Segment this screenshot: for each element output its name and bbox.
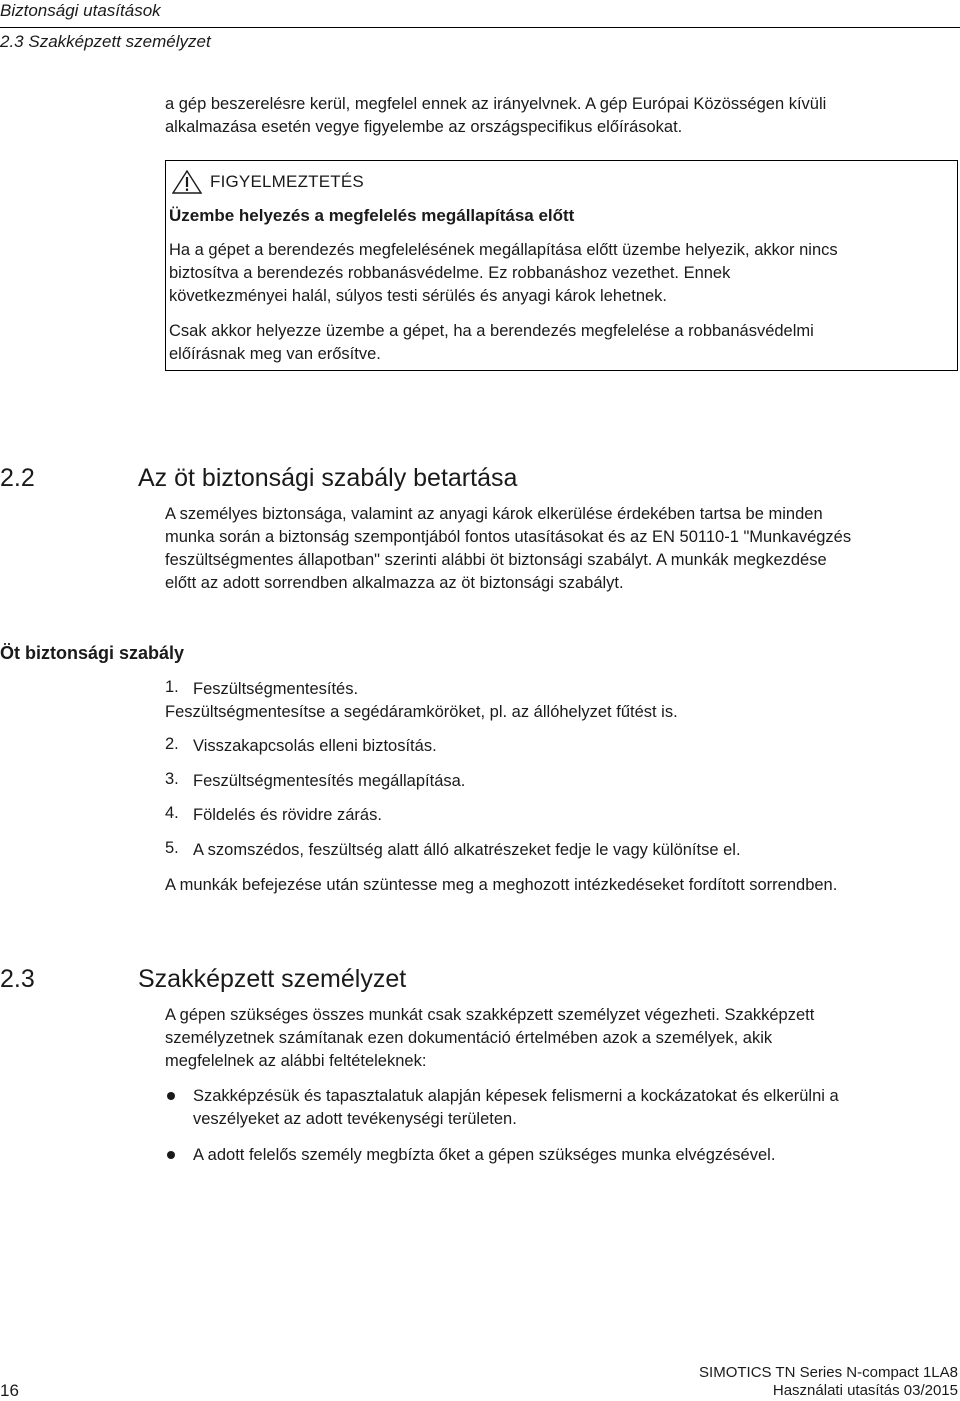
paragraph-line: A gépen szükséges összes munkát csak szakképzett személyzet végezheti. Szakképzett xyxy=(165,1006,815,1024)
running-header-chapter: Biztonsági utasítások xyxy=(0,1,161,20)
bullet-item xyxy=(193,1085,953,1131)
footer-product: SIMOTICS TN Series N-compact 1LA8 xyxy=(699,1364,958,1381)
paragraph-line: munka során a biztonság szempontjából fontos utasításokat és az EN 50110-1 "Munkavégzés xyxy=(165,528,852,546)
rule-number: 3. xyxy=(165,770,179,788)
paragraph-line: személyzetnek számítanak ezen dokumentáció értelmében azok a személyek, akik xyxy=(165,1029,773,1047)
paragraph-line: megfelelnek az alábbi feltételeknek: xyxy=(165,1052,427,1070)
bullet-line: veszélyeket az adott tevékenységi területen. xyxy=(193,1110,517,1128)
rule-text: A szomszédos, feszültség alatt álló alkatrészeket fedje le vagy különítse el. xyxy=(193,841,741,859)
warning-title: FIGYELMEZTETÉS xyxy=(210,172,364,191)
closing-paragraph: A munkák befejezése után szüntesse meg a meghozott intézkedéseket fordított sorrendben. xyxy=(165,876,838,894)
paragraph-line: A személyes biztonsága, valamint az anyagi károk elkerülése érdekében tartsa be minden xyxy=(165,505,823,523)
rule-text: Visszakapcsolás elleni biztosítás. xyxy=(193,737,437,755)
side-heading: Öt biztonsági szabály xyxy=(0,643,185,663)
rule-number: 4. xyxy=(165,804,179,822)
section-paragraph xyxy=(165,503,960,595)
bullet-item xyxy=(193,1144,953,1167)
intro-paragraph xyxy=(165,93,960,139)
rule-text xyxy=(193,678,953,701)
paragraph-line: feszültségmentes állapotban" szerinti alábbi öt biztonsági szabályt. A munkák megkezdése xyxy=(165,551,827,569)
section-paragraph xyxy=(165,1004,960,1073)
rule-detail: Feszültségmentesítse a segédáramköröket, pl. az állóhelyzet fűtést is. xyxy=(165,703,678,721)
section-title: Szakképzett személyzet xyxy=(138,965,407,993)
warning-heading xyxy=(172,170,364,194)
section-title: Az öt biztonsági szabály betartása xyxy=(138,464,518,492)
warning-line: Csak akkor helyezze üzembe a gépet, ha a berendezés megfelelése a robbanásvédelmi xyxy=(169,322,814,340)
intro-line: alkalmazása esetén vegye figyelembe az országspecifikus előírásokat. xyxy=(165,118,683,136)
bullet-line: Szakképzésük és tapasztalatuk alapján képesek felismerni a kockázatokat és elkerülni a xyxy=(193,1087,839,1105)
bullet-dot xyxy=(167,1092,175,1100)
warning-line: előírásnak meg van erősítve. xyxy=(169,345,381,363)
page-number: 16 xyxy=(0,1381,19,1400)
rule-line: Feszültségmentesítés. xyxy=(193,680,359,698)
warning-triangle-icon xyxy=(172,170,202,194)
running-header-section: 2.3 Szakképzett személyzet xyxy=(0,32,211,51)
warning-paragraph-2 xyxy=(169,320,954,366)
intro-line: a gép beszerelésre kerül, megfelel ennek az irányelvnek. A gép Európai Közösségen kívüli xyxy=(165,95,827,113)
footer-document: Használati utasítás 03/2015 xyxy=(772,1382,958,1399)
rule-number: 5. xyxy=(165,839,179,857)
bullet-dot xyxy=(167,1151,175,1159)
section-number: 2.2 xyxy=(0,464,35,492)
warning-subtitle: Üzembe helyezés a megfelelés megállapítása előtt xyxy=(169,206,575,225)
paragraph-line: előtt az adott sorrendben alkalmazza az öt biztonsági szabályt. xyxy=(165,574,624,592)
rule-number: 1. xyxy=(165,678,179,696)
bullet-line: A adott felelős személy megbízta őket a gépen szükséges munka elvégzésével. xyxy=(193,1146,776,1164)
warning-paragraph-1 xyxy=(169,239,954,308)
rule-number: 2. xyxy=(165,735,179,753)
section-number: 2.3 xyxy=(0,965,35,993)
rule-text: Földelés és rövidre zárás. xyxy=(193,806,382,824)
warning-line: biztosítva a berendezés robbanásvédelme. Ez robbanáshoz vezethet. Ennek xyxy=(169,264,731,282)
rule-text: Feszültségmentesítés megállapítása. xyxy=(193,772,466,790)
header-divider xyxy=(0,27,960,28)
warning-line: Ha a gépet a berendezés megfelelésének megállapítása előtt üzembe helyezik, akkor nincs xyxy=(169,241,838,259)
warning-line: következményei halál, súlyos testi sérülés és anyagi károk lehetnek. xyxy=(169,287,668,305)
